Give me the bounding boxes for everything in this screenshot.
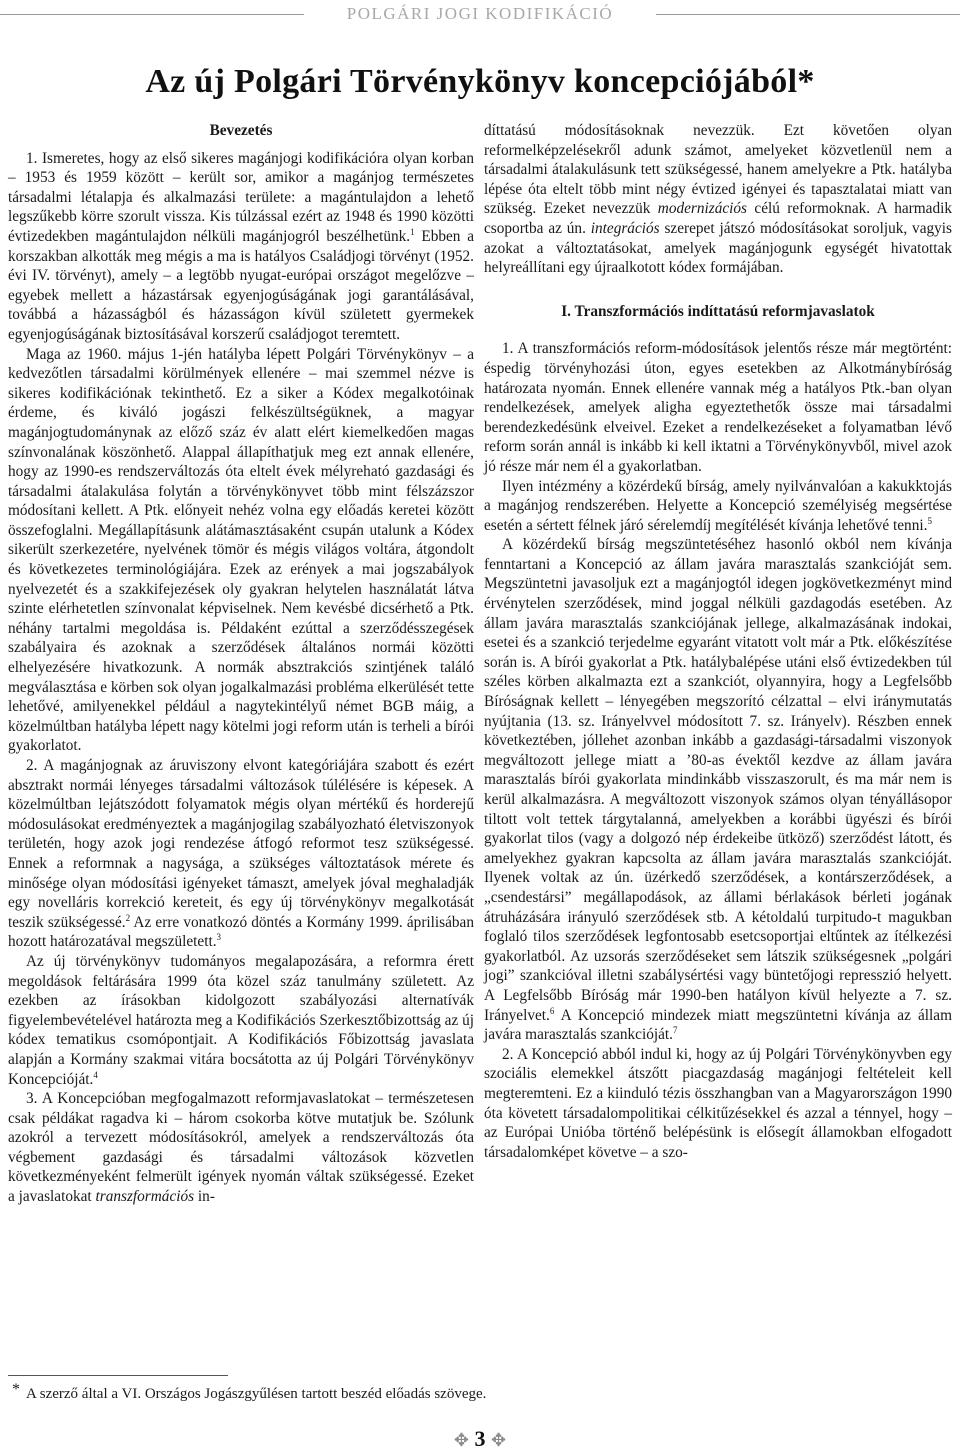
footnote-ref[interactable]: 3 <box>216 932 222 943</box>
page-number <box>430 1426 530 1452</box>
emphasis-term: modernizációs <box>657 200 748 218</box>
paragraph <box>8 149 474 345</box>
paragraph <box>484 477 952 536</box>
paragraph-text: Az új törvénykönyv tudományos megalapozására, a reformra érett megoldások feltárására 1999 óta közel száz tanulmány született. Az ezekben az írásokban kidolgozott szabályozási alternatívák figyelembevételével határozta meg a Kodifikációs Szerkesztőbizottság az új kódex tematikus csomópontjait. A Kodifikációs Főbizottság javaslata alapján a Kormány szakmai vitára bocsátotta az új Polgári Törvénykönyv Koncepcióját. <box>8 952 474 1088</box>
footnote-mark: * <box>12 1381 20 1398</box>
paragraph-text: célú reformoknak. A harmadik csoportba az ún. <box>484 200 952 237</box>
paragraph <box>8 1089 474 1207</box>
paragraph-text: A közérdekű bírság megszüntetéséhez hasonló okból nem kívánja fenntartani a Koncepció az állam javára marasztalás szankcióját sem. Megszüntetni javasoljuk ezt a magánjogtól idegen jogkövetkezményt mind érvénytelen szerződések, mind joggal nélküli gazdagodás esetében. Az állam javára marasztalás szankciójának jellege, alkalmazásának indokai, esetei és a szankció terjedelme egyaránt vitatott volt már a Ptk. előkészítése során is. A bírói gyakorlat a Ptk. hatálybalépése utáni első évtizedekben túl széles körben alkalmazta ezt a szankciót, olyannyira, hogy a Legfelsőbb Bíróságnak kellett – lényegében megszorító célzattal – elvi iránymutatás nyújtania (13. sz. Irányelvvel módosított 7. sz. Irányelv). Részben ennek következtében, jóllehet azonban inkább a gazdasági-társadalmi viszonyok megváltozott jellege miatt a ’80-as évektől kezdve az állam javára marasztalás bírói gyakorlata mindinkább visszaszorult, és ma már nem is kerül alkalmazásra. A megváltozott viszonyok számos olyan tényállásopor tiltott volt tettek tárgytalanná, amelyekben a korábbi ügyészi és bírói gyakorlat tilos (vagy a dolgozó nép érdekeibe ütköző) szerződést látott, és amelyekhez gyakran kapcsolta az állam javára marasztalás szankcióját. Ilyenek voltak az ún. üzérkedő szerződések, a kontárszerződések, a „csendestársi” megállapodások, az állami bérlakások bérleti jogának átruházására irányuló szerződések stb. A kétoldalú turpitudo-t magukban foglaló tilos szerződések legfontosabb esetcsoportjai eltűntek az ítélkezési gyakorlatból. Az uzsorás szerződéseket sem látszik szükségesnek „polgári jogi” szankcióval illetni szabálysértési vagy büntetőjogi represszió helyett. A Legfelsőbb Bíróság már 1990-ben hatályon kívül helyezte a 7. sz. Irányelvet. <box>484 536 952 1024</box>
paragraph-text: 1. Ismeretes, hogy az első sikeres magánjogi kodifikációra olyan korban – 1953 és 1959 között – került sor, amikor a magánjog természetes társadalmi létalapja és alkalmazási területe: a magántulajdon a lehető legszűkebb körre szorult vissza. Kis túlzással ezért az 1948 és 1990 közötti évtizedekben magántulajdon nélküli magánjogról beszélhetünk. <box>8 149 474 245</box>
footnote-text: A szerző által a VI. Országos Jogászgyűlésen tartott beszéd előadás szövege. <box>26 1386 487 1402</box>
footnote-ref[interactable]: 5 <box>927 515 932 526</box>
header-rule-left <box>0 14 304 15</box>
footnote-ref[interactable]: 1 <box>410 226 415 237</box>
ornament-right-icon: ✥ <box>491 1430 507 1450</box>
article-title: Az új Polgári Törvénykönyv koncepciójából* <box>145 62 815 100</box>
paragraph-text: díttatású módosításoknak nevezzük. Ezt követően olyan reformelképzelésekről adunk számot, amelyeket közvetlenül nem a társadalmi átalakulásunk tett szükségessé, hanem amelyekre a Ptk. hatályba lépése óta eltelt több mint négy évtized igényei és tapasztalatai miatt van szükség. Ezeket nevezzük <box>484 122 952 218</box>
ornament-left-icon: ✥ <box>453 1430 469 1450</box>
running-head: POLGÁRI JOGI KODIFIKÁCIÓ <box>346 4 614 23</box>
paragraph-text: szerepet játszó módosításokat soroljuk, vagyis azokat a változtatásokat, amelyek magánjogunk egységét hivatottak helyreállítani egy újraalkotott kódex formájában. <box>484 219 952 277</box>
left-column <box>8 121 474 1207</box>
footnote-ref[interactable]: 7 <box>673 1025 678 1036</box>
paragraph-text: Ilyen intézmény a közérdekű bírság, amely nyilvánvalóan a kakukktojás a magánjog rendszerében. Helyette a Koncepció személyiség megsértése esetén a sértett félnek járó sérelemdíj megítélését kívánja lehetővé tenni. <box>484 477 952 534</box>
footnote-ref[interactable]: 2 <box>125 912 131 923</box>
paragraph-text: in- <box>194 1188 215 1206</box>
header-rule-right <box>656 14 960 15</box>
paragraph-text: Az erre vonatkozó döntés a Kormány 1999. áprilisában hozott határozatával megszületett. <box>8 913 474 951</box>
right-column <box>484 121 952 1162</box>
paragraph <box>484 535 952 1044</box>
paragraph-text: Ebben a korszakban alkották meg mégis a ma is hatályos Családjogi törvényt (1952. évi IV. törvényt), amely – a legtöbb nyugat-európai országot megelőzve – egyebek mellett a házastársak egyenjogúságának jogi garantálásával, továbbá a házasságból és házasságon kívül született gyermekek egyenjogúságának biztosításával korszerű családjogot teremtett. <box>8 227 474 343</box>
paragraph: 1. A transzformációs reform-módosítások jelentős része már megtörtént: éspedig törvényhozási úton, egyes esetekben az Alkotmánybíróság határozata nyomán. Ennek ellenére vannak még a hatályos Ptk.-ban olyan rendelkezések, amelyek aligha egyeztethetők össze mai társadalmi berendezkedésünk elveivel. Ezeket a rendelkezéseket a folyamatban lévő reform során annál is inkább ki kell iktatni a Törvénykönyvből, mivel azok jó része már nem él a gyakorlatban. <box>484 340 952 475</box>
page-number-value: 3 <box>474 1426 486 1451</box>
paragraph <box>484 121 952 278</box>
section-heading-introduction: Bevezetés <box>209 122 273 139</box>
paragraph-text: A Koncepció mindezek miatt megszüntetni kívánja az állam javára marasztalás szankcióját. <box>484 1006 952 1044</box>
footnote <box>12 1381 912 1403</box>
paragraph-text: 3. A Koncepcióban megfogalmazott reformjavaslatokat – természetesen csak példákat ragadva ki – három csokorba kötve mutatjuk be. Szólunk azokról a tervezett módosításokról, amelyek a rendszerváltozás óta végbement gazdasági és társadalmi változások közvetlen következményeként felmerült igények nyomán váltak szükségessé. Ezeket a javaslatokat <box>8 1090 474 1206</box>
emphasis-term: transzformációs <box>95 1188 195 1206</box>
emphasis-term: integrációs <box>590 219 660 237</box>
paragraph-text: 2. A magánjognak az áruviszony elvont kategóriájára szabott és ezért absztrakt normái lényeges társadalmi változások túlélésére is képesek. A közelmúltban lejátszódott folyamatok mégis olyan mértékű és horderejű módosulásokat eredményeztek a magánjogilag szabályozható életviszonyok területén, hogy azok jogi rendezése átfogó reformot tesz szükségessé. Ennek a reformnak a nagysága, a szükséges változtatások mérete és minősége olyan módosítási igényeket támaszt, amelyek jóval meghaladják egy novelláris korrekció kereteit, és egy új törvénykönyv megalkotását teszik szükségessé. <box>8 757 474 931</box>
footnote-ref[interactable]: 4 <box>93 1069 98 1080</box>
section-heading-transformation: I. Transzformációs indíttatású reformjavaslatok <box>561 302 875 320</box>
paragraph: 2. A Koncepció abból indul ki, hogy az új Polgári Törvénykönyvben egy szociális elemekkel átszőtt piacgazdaság magánjogi feltételeit kell megteremteni. Ez a kiinduló tézis összhangban van a Magyarországon 1990 óta követett társadalompolitikai célkitűzésekkel és azzal a ténnyel, hogy – az Európai Unióba történő belépésünk is elősegít államokban elfogadott társadalomképet követve – a szo- <box>484 1045 952 1161</box>
paragraph <box>8 952 474 1089</box>
footnote-ref[interactable]: 6 <box>549 1005 555 1016</box>
paragraph: Maga az 1960. május 1-jén hatályba lépett Polgári Törvénykönyv – a kedvezőtlen társadalmi körülmények ellenére – mai szemmel nézve is sikeres kodifikációnak tekinthető. Ez a siker a Kódex megalkotóinak érdeme, és kiváló jogászi felkészültségüknek, a magyar magánjogtudománynak az előző száz év alatt elért kiemelkedően magas színvonalának köszönhető. Alappal állapíthatjuk meg ezt annak ellenére, hogy az 1990-es rendszerváltozás óta eltelt évek mélyreható gazdasági és társadalmi átalakulása folytán a törvénykönyvet több mint félszázszor módosítani kellett. A Ptk. előnyeit nehéz volna egy előadás keretei között összefoglalni. Megállapításunk alátámasztásaként csupán utalunk a Kódex sikerült szerkezetére, nyelvének tömör és mégis világos voltára, átgondolt és következetes terminológiájára. Ezek az erények a mai jogszabályok nyelvezetét és a szakkifejezések oly gyakran helytelen használatát látva szinte elérhetetlen színvonalat képviselnek. Nem kevésbé dicsérhető a Ptk. néhány tartalmi megoldása is. Példaként ezúttal a szerződésszegések szabályaira és azoknak a szerződések általános normái közötti elhelyezésére hivatkozunk. A normák absztrakciós szintjének találó megválasztása e körben sok olyan jogalkalmazási probléma elkerülését tette lehetővé, amilyenekkel például a nagytekintélyű német BGB máig, a közelmúltban hatályba lépett nagy kötelmi jogi reform után is terheli a bírói gyakorlatot. <box>8 345 474 755</box>
footnote-divider <box>8 1375 228 1376</box>
paragraph <box>8 756 474 952</box>
